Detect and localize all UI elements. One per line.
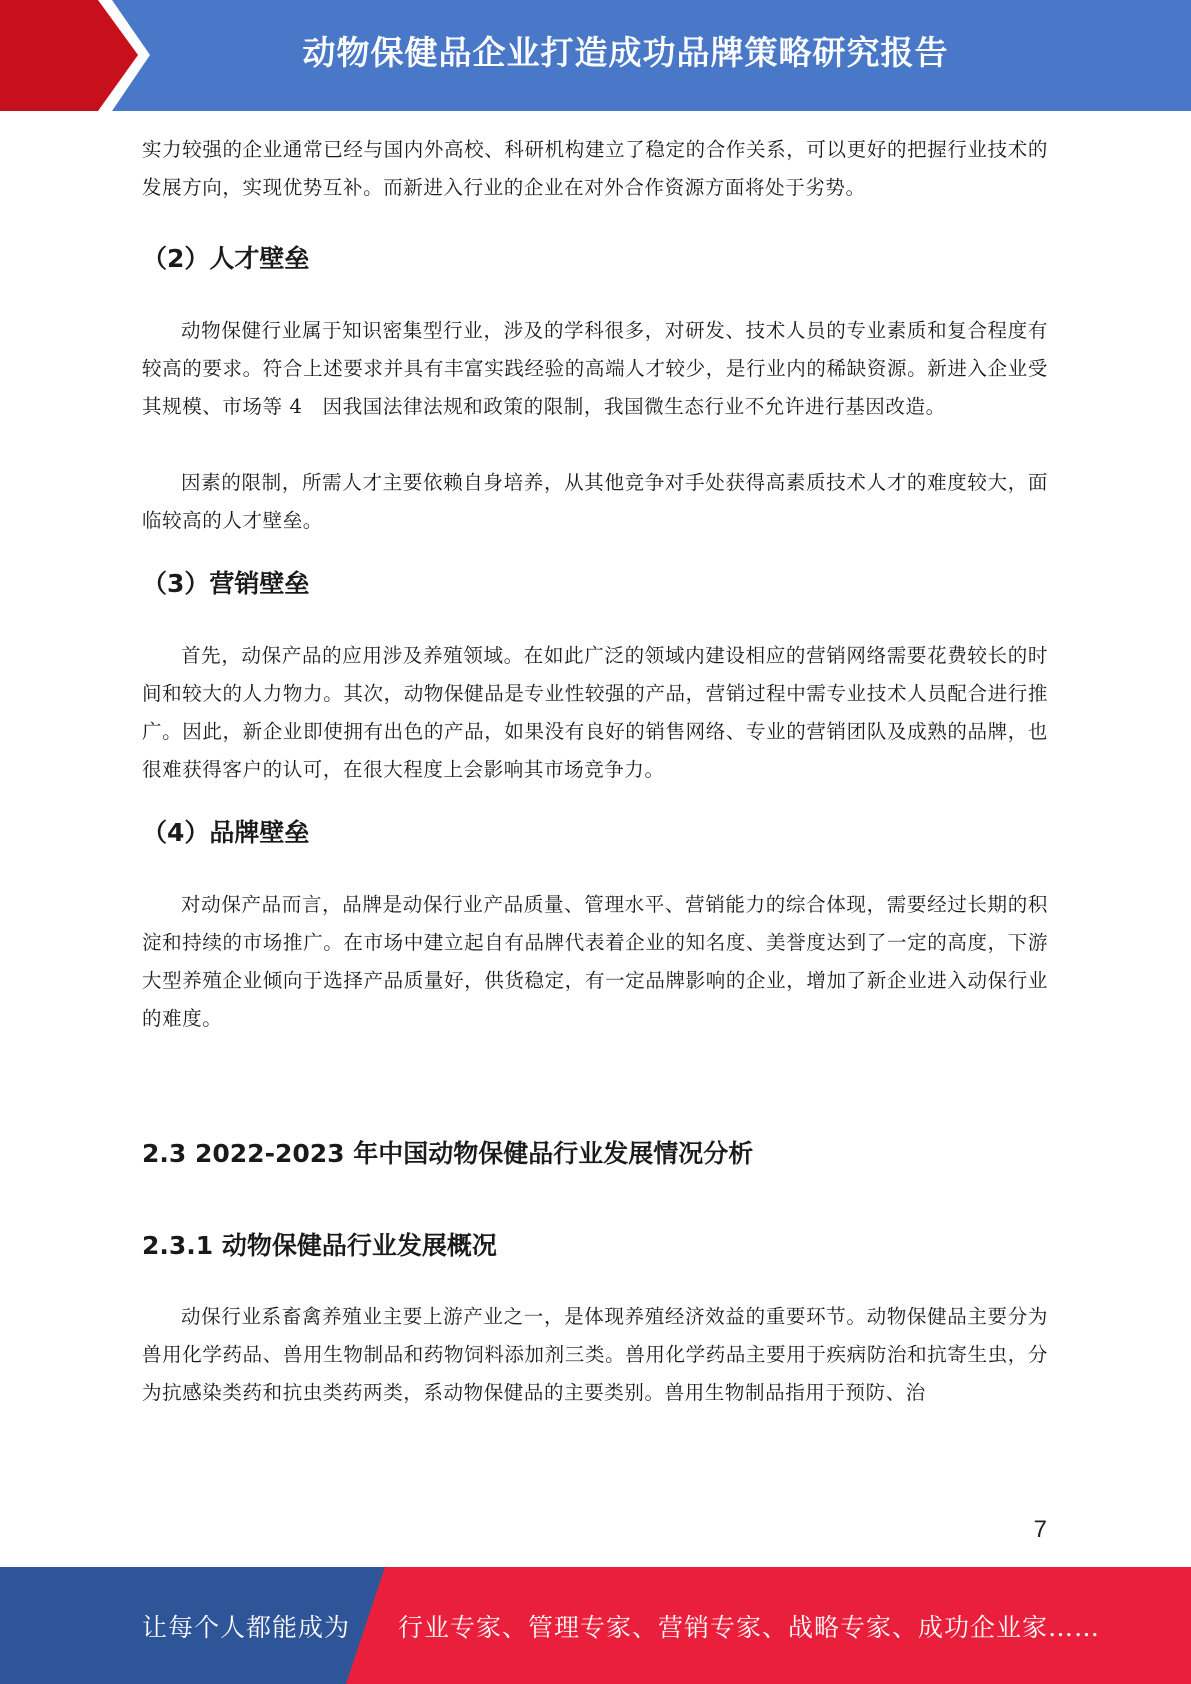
heading-talent-barrier: （2）人才壁垒 bbox=[142, 244, 310, 273]
document-body bbox=[142, 131, 1048, 1412]
footer-slogan-right: 行业专家、管理专家、营销专家、战略专家、成功企业家…… bbox=[398, 1613, 1101, 1642]
talent-paragraph-1: 动物保健行业属于知识密集型行业，涉及的学科很多，对研发、技术人员的专业素质和复合程度有较高的要求。符合上述要求并具有丰富实践经验的高端人才较少，是行业内的稀缺资源。新进入企业受其规模、市场等 4 因我国法律法规和政策的限制，我国微生态行业不允许进行基因改造。 bbox=[142, 319, 1048, 418]
heading-brand-barrier: （4）品牌壁垒 bbox=[142, 818, 310, 847]
brand-paragraph: 对动保产品而言，品牌是动保行业产品质量、管理水平、营销能力的综合体现，需要经过长期的积淀和持续的市场推广。在市场中建立起自有品牌代表着企业的知名度、美誉度达到了一定的高度，下游大型养殖企业倾向于选择产品质量好，供货稳定，有一定品牌影响的企业，增加了新企业进入动保行业的难度。 bbox=[142, 893, 1048, 1030]
header-banner bbox=[0, 0, 1191, 111]
report-title: 动物保健品企业打造成功品牌策略研究报告 bbox=[302, 33, 949, 72]
overview-paragraph: 动保行业系畜禽养殖业主要上游产业之一，是体现养殖经济效益的重要环节。动物保健品主要分为兽用化学药品、兽用生物制品和药物饲料添加剂三类。兽用化学药品主要用于疾病防治和抗寄生虫，分为抗感染类药和抗虫类药两类，系动物保健品的主要类别。兽用生物制品指用于预防、治 bbox=[142, 1305, 1048, 1404]
footer-slogan-left: 让每个人都能成为 bbox=[142, 1613, 351, 1642]
heading-section-2-3: 2.3 2022-2023 年中国动物保健品行业发展情况分析 bbox=[142, 1139, 754, 1168]
heading-marketing-barrier: （3）营销壁垒 bbox=[142, 569, 310, 598]
footer-banner bbox=[0, 1567, 1191, 1684]
marketing-paragraph: 首先，动保产品的应用涉及养殖领域。在如此广泛的领域内建设相应的营销网络需要花费较长的时间和较大的人力物力。其次，动物保健品是专业性较强的产品，营销过程中需专业技术人员配合进行推广。因此，新企业即使拥有出色的产品，如果没有良好的销售网络、专业的营销团队及成熟的品牌，也很难获得客户的认可，在很大程度上会影响其市场竞争力。 bbox=[142, 644, 1048, 781]
page-number: 7 bbox=[1033, 1516, 1047, 1543]
heading-section-2-3-1: 2.3.1 动物保健品行业发展概况 bbox=[142, 1231, 497, 1260]
talent-paragraph-2: 因素的限制，所需人才主要依赖自身培养，从其他竞争对手处获得高素质技术人才的难度较大，面临较高的人才壁垒。 bbox=[142, 471, 1048, 532]
intro-paragraph: 实力较强的企业通常已经与国内外高校、科研机构建立了稳定的合作关系，可以更好的把握行业技术的发展方向，实现优势互补。而新进入行业的企业在对外合作资源方面将处于劣势。 bbox=[142, 138, 1048, 199]
